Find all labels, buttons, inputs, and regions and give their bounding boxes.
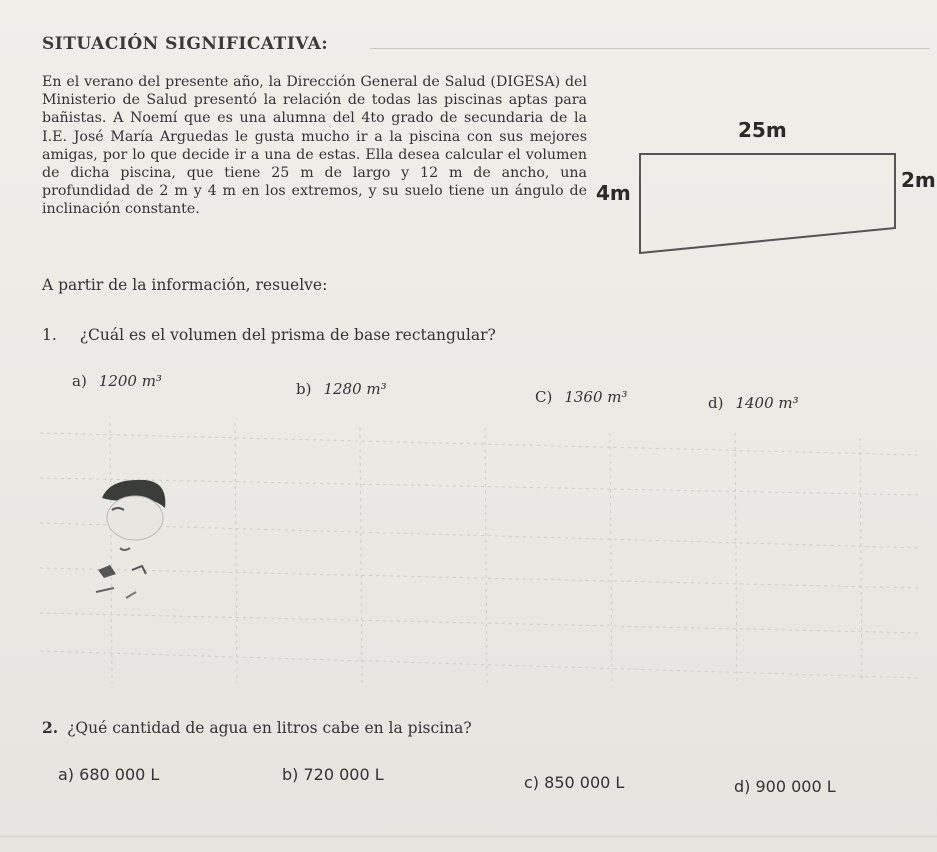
top-rule (370, 48, 930, 49)
q1-option-c[interactable] (535, 388, 628, 406)
q2-option-c-value: 850 000 L (544, 773, 625, 792)
q1-option-b[interactable] (296, 380, 387, 398)
q1-option-b-value: 1280 m³ (323, 380, 387, 398)
q2-option-b-value: 720 000 L (303, 765, 384, 784)
q1-option-d-letter: d) (708, 394, 724, 412)
q2-option-b-letter: b) (282, 765, 299, 784)
q2-option-d-value: 900 000 L (755, 777, 836, 796)
question-1 (42, 326, 496, 344)
q1-option-d-value: 1400 m³ (735, 394, 799, 412)
q2-option-a[interactable] (58, 765, 159, 784)
q2-option-b[interactable] (282, 765, 384, 784)
bottom-rule (0, 836, 937, 837)
q2-option-a-value: 680 000 L (79, 765, 160, 784)
question-2-text: ¿Qué cantidad de agua en litros cabe en la piscina? (67, 719, 472, 737)
q1-option-b-letter: b) (296, 380, 312, 398)
question-2 (42, 718, 472, 737)
q2-option-c[interactable] (524, 773, 624, 792)
q1-option-a-letter: a) (72, 372, 87, 390)
q1-option-a[interactable] (72, 372, 162, 390)
figure-right-depth-label: 2m (901, 168, 936, 192)
q1-option-c-value: 1360 m³ (564, 388, 628, 406)
section-title: SITUACIÓN SIGNIFICATIVA: (42, 34, 329, 54)
cartoon-character-illustration (90, 470, 200, 610)
instructions: A partir de la información, resuelve: (42, 276, 328, 294)
question-1-number: 1. (42, 326, 57, 344)
q2-option-d[interactable] (734, 777, 836, 796)
q1-option-c-letter: C) (535, 388, 553, 406)
figure-length-label: 25m (738, 118, 787, 142)
q2-option-c-letter: c) (524, 773, 540, 792)
q1-option-d[interactable] (708, 394, 799, 412)
problem-paragraph: En el verano del presente año, la Dirección General de Salud (DIGESA) del Ministerio de Salud presentó la relación de todas las piscinas aptas para bañistas. A Noemí que es una alumna del 4to grado de secundaria de la I.E. José María Arguedas le gusta mucho ir a la piscina con sus mejores amigas, por lo que decide ir a una de estas. Ella desea calcular el volumen de dicha piscina, que tiene 25 m de largo y 12 m de ancho, una profundidad de 2 m y 4 m en los extremos, y su suelo tiene un ángulo de inclinación constante. (42, 74, 587, 218)
question-2-number: 2. (42, 718, 59, 737)
pool-diagram (590, 140, 920, 260)
q2-option-a-letter: a) (58, 765, 75, 784)
figure-left-depth-label: 4m (596, 181, 631, 205)
q2-option-d-letter: d) (734, 777, 751, 796)
question-1-text: ¿Cuál es el volumen del prisma de base rectangular? (79, 326, 496, 344)
q1-option-a-value: 1200 m³ (98, 372, 162, 390)
